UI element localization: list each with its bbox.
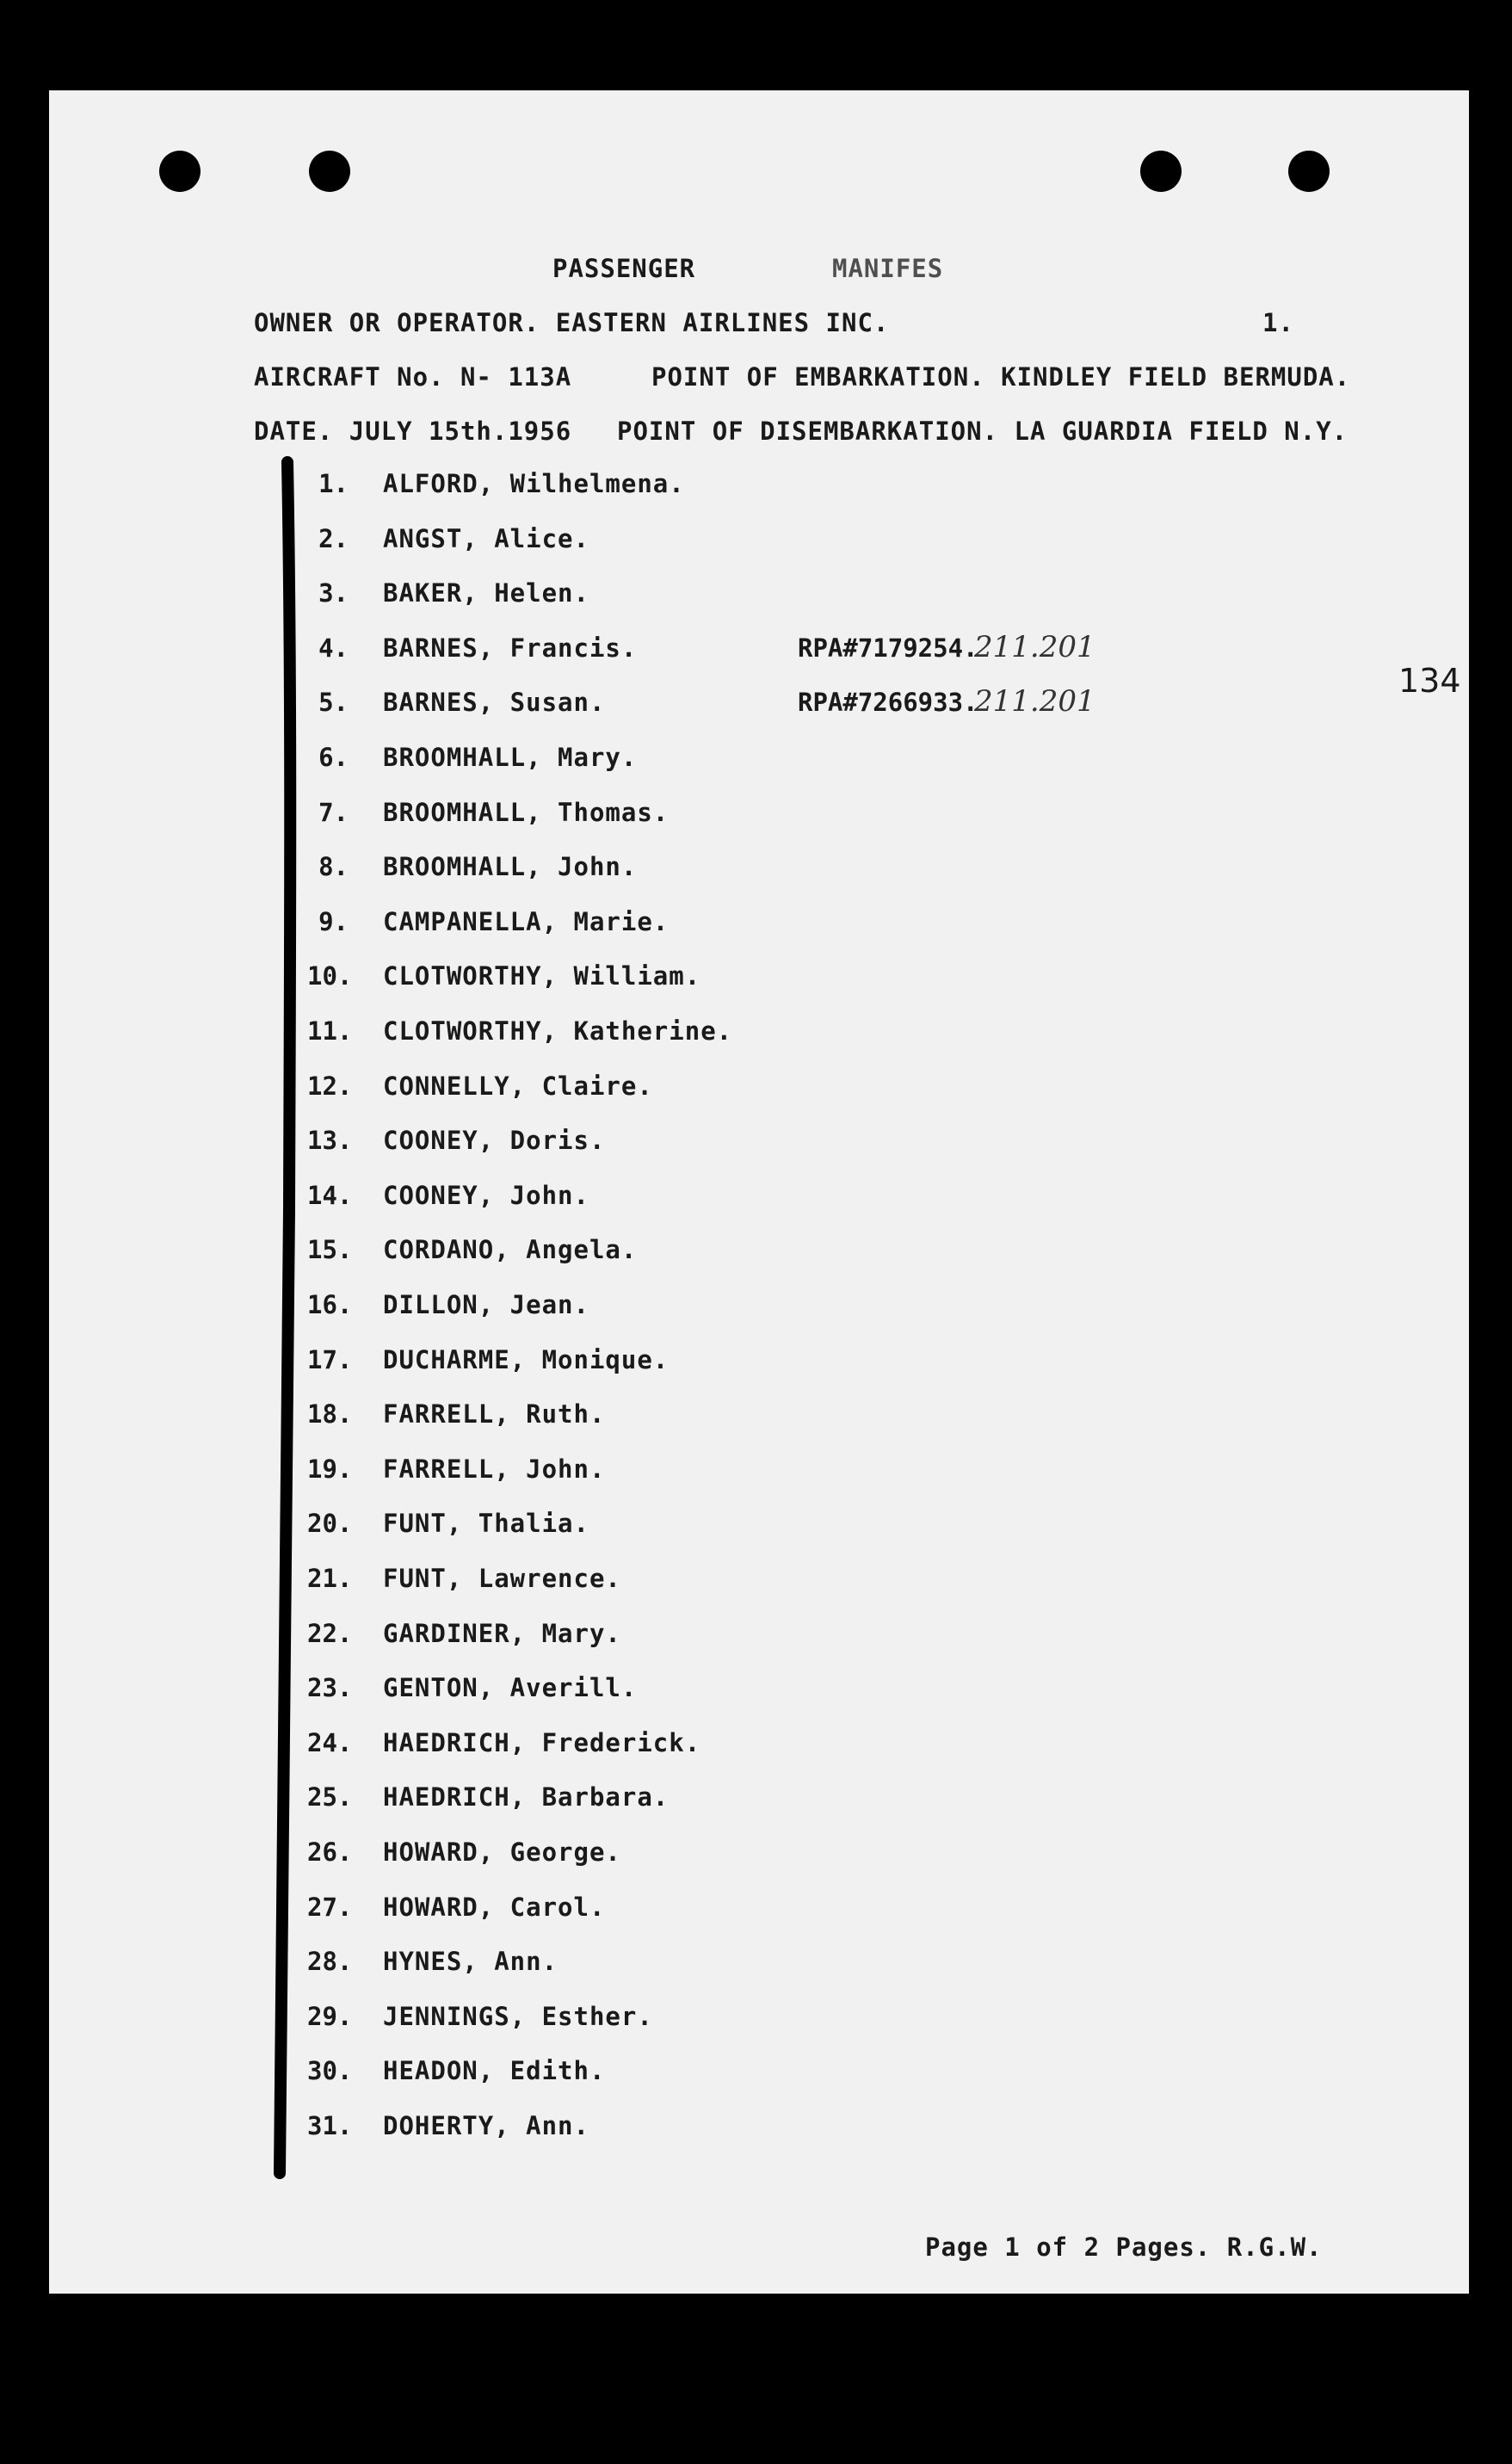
owner-line: OWNER OR OPERATOR. EASTERN AIRLINES INC. xyxy=(254,308,890,337)
passenger-number: 7. xyxy=(318,797,349,827)
handwritten-note: 211.201 xyxy=(974,684,1095,719)
passenger-rpa: RPA#7266933. xyxy=(798,688,978,718)
passenger-name: DILLON, Jean. xyxy=(383,1290,589,1319)
passenger-name: JENNINGS, Esther. xyxy=(383,2001,653,2031)
passenger-name: FARRELL, Ruth. xyxy=(383,1399,606,1430)
disembarkation-line: POINT OF DISEMBARKATION. LA GUARDIA FIELD N.Y. xyxy=(617,417,1348,446)
passenger-number: 24. xyxy=(307,1727,353,1757)
passenger-name: COONEY, Doris. xyxy=(383,1126,606,1156)
passenger-name: CONNELLY, Claire. xyxy=(383,1071,653,1101)
passenger-number: 2. xyxy=(318,523,349,553)
passenger-name: BARNES, Francis. xyxy=(383,633,638,663)
passenger-name: HOWARD, Carol. xyxy=(383,1892,606,1922)
passenger-number: 19. xyxy=(307,1454,353,1484)
date-line: DATE. JULY 15th.1956 xyxy=(254,417,572,446)
passenger-name: CAMPANELLA, Marie. xyxy=(383,906,670,936)
passenger-name: DUCHARME, Monique. xyxy=(383,1344,670,1374)
passenger-number: 23. xyxy=(307,1673,353,1703)
passenger-name: CLOTWORTHY, William. xyxy=(383,961,701,991)
passenger-number: 1. xyxy=(318,469,349,498)
passenger-number: 5. xyxy=(318,688,349,718)
passenger-number: 15. xyxy=(307,1235,353,1265)
passenger-number: 29. xyxy=(307,2001,353,2031)
passenger-number: 8. xyxy=(318,852,349,882)
check-line-mark xyxy=(49,90,1469,2294)
passenger-number: 17. xyxy=(307,1344,353,1374)
passenger-number: 25. xyxy=(307,1782,353,1812)
passenger-name: HOWARD, George. xyxy=(383,1837,621,1867)
passenger-name: BROOMHALL, Thomas. xyxy=(383,797,670,827)
passenger-name: HAEDRICH, Frederick. xyxy=(383,1727,701,1757)
passenger-number: 6. xyxy=(318,743,349,772)
passenger-rpa: RPA#7179254. xyxy=(798,633,978,663)
aircraft-line: AIRCRAFT No. N- 113A xyxy=(254,362,572,392)
title-passenger: PASSENGER xyxy=(552,254,696,283)
embarkation-line: POINT OF EMBARKATION. KINDLEY FIELD BERMUDA. xyxy=(651,362,1351,392)
passenger-number: 22. xyxy=(307,1618,353,1648)
passenger-number: 13. xyxy=(307,1126,353,1156)
passenger-name: ANGST, Alice. xyxy=(383,523,589,553)
passenger-name: CLOTWORTHY, Katherine. xyxy=(383,1016,733,1046)
passenger-name: CORDANO, Angela. xyxy=(383,1235,638,1265)
passenger-name: BROOMHALL, John. xyxy=(383,852,638,882)
passenger-number: 21. xyxy=(307,1564,353,1593)
passenger-number: 28. xyxy=(307,1947,353,1977)
passenger-number: 18. xyxy=(307,1399,353,1430)
passenger-number: 31. xyxy=(307,2111,353,2140)
passenger-name: DOHERTY, Ann. xyxy=(383,2111,589,2140)
passenger-name: FARRELL, John. xyxy=(383,1454,606,1484)
passenger-number: 27. xyxy=(307,1892,353,1922)
passenger-name: ALFORD, Wilhelmena. xyxy=(383,469,685,498)
sheet-number: 1. xyxy=(1262,308,1294,337)
passenger-number: 30. xyxy=(307,2056,353,2086)
passenger-name: GARDINER, Mary. xyxy=(383,1618,621,1648)
passenger-name: BROOMHALL, Mary. xyxy=(383,743,638,772)
passenger-number: 9. xyxy=(318,906,349,936)
passenger-name: BARNES, Susan. xyxy=(383,688,606,718)
passenger-name: COONEY, John. xyxy=(383,1180,589,1210)
passenger-number: 4. xyxy=(318,633,349,663)
manifest-page xyxy=(49,90,1469,2294)
title-manifest: MANIFES xyxy=(832,254,944,283)
passenger-name: FUNT, Lawrence. xyxy=(383,1564,621,1593)
passenger-name: HYNES, Ann. xyxy=(383,1947,559,1977)
passenger-number: 14. xyxy=(307,1180,353,1210)
passenger-number: 16. xyxy=(307,1290,353,1319)
passenger-number: 11. xyxy=(307,1016,353,1046)
passenger-name: GENTON, Averill. xyxy=(383,1673,638,1703)
passenger-number: 3. xyxy=(318,578,349,608)
passenger-name: HAEDRICH, Barbara. xyxy=(383,1782,670,1812)
passenger-name: BAKER, Helen. xyxy=(383,578,589,608)
passenger-number: 12. xyxy=(307,1071,353,1101)
passenger-number: 20. xyxy=(307,1509,353,1539)
passenger-number: 10. xyxy=(307,961,353,991)
passenger-name: HEADON, Edith. xyxy=(383,2056,606,2086)
passenger-name: FUNT, Thalia. xyxy=(383,1509,589,1539)
handwritten-note: 211.201 xyxy=(974,629,1095,664)
page-footer: Page 1 of 2 Pages. R.G.W. xyxy=(925,2232,1323,2262)
page-number: 134 xyxy=(1398,662,1461,700)
passenger-number: 26. xyxy=(307,1837,353,1867)
